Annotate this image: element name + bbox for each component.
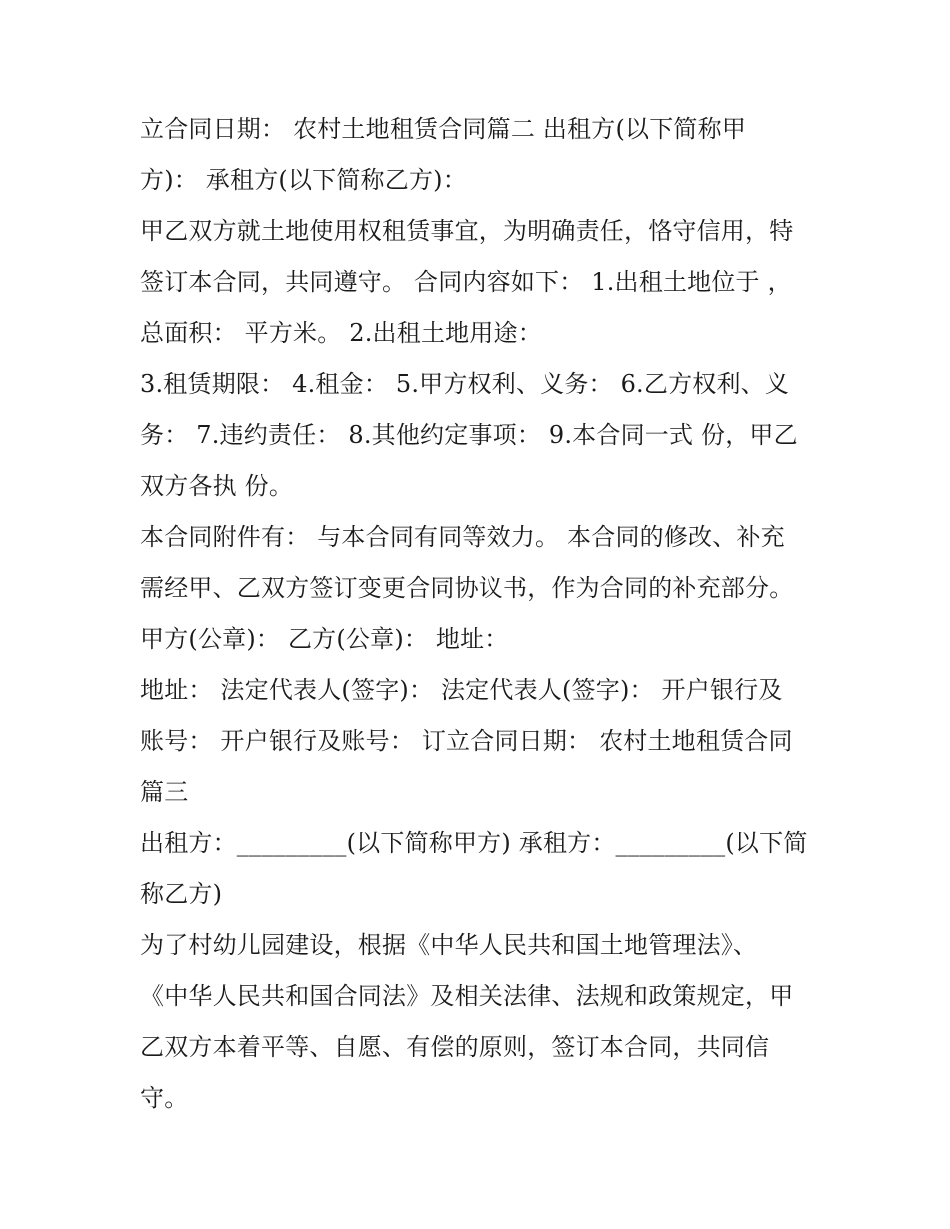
text-line: 称乙方) (140, 880, 223, 908)
text-line: 3.租赁期限： 4.租金： 5.甲方权利、义务： 6.乙方权利、义 (140, 370, 790, 398)
text-line: 签订本合同，共同遵守。 合同内容如下： 1.出租土地位于 ， (140, 268, 792, 296)
text-line: 出租方：_________(以下简称甲方) 承租方：_________(以下简 (140, 829, 808, 857)
text-line: 甲乙双方就土地使用权租赁事宜，为明确责任，恪守信用，特 (140, 217, 794, 245)
text-line: 账号： 开户银行及账号： 订立合同日期： 农村土地租赁合同 (140, 727, 793, 755)
text-line: 《中华人民共和国合同法》及相关法律、法规和政策规定，甲 (140, 982, 794, 1010)
text-line: 立合同日期： 农村土地租赁合同篇二 出租方(以下简称甲 (140, 115, 747, 143)
text-line: 总面积： 平方米。 2.出租土地用途： (140, 319, 542, 347)
document-body (140, 104, 820, 1124)
text-line: 守。 (140, 1084, 189, 1112)
text-line: 方)： 承租方(以下简称乙方)： (140, 166, 467, 194)
text-line: 甲方(公章)： 乙方(公章)： 地址： (140, 625, 509, 653)
text-line: 篇三 (140, 778, 189, 806)
text-line: 乙双方本着平等、自愿、有偿的原则，签订本合同，共同信 (140, 1033, 770, 1061)
text-line: 为了村幼儿园建设，根据《中华人民共和国土地管理法》、 (140, 931, 758, 959)
text-line: 需经甲、乙双方签订变更合同协议书，作为合同的补充部分。 (140, 574, 794, 602)
text-line: 地址： 法定代表人(签字)： 法定代表人(签字)： 开户银行及 (140, 676, 783, 704)
text-line: 务： 7.违约责任： 8.其他约定事项： 9.本合同一式 份，甲乙 (140, 421, 798, 449)
text-line: 双方各执 份。 (140, 472, 294, 500)
text-line: 本合同附件有： 与本合同有同等效力。 本合同的修改、补充 (140, 523, 785, 551)
